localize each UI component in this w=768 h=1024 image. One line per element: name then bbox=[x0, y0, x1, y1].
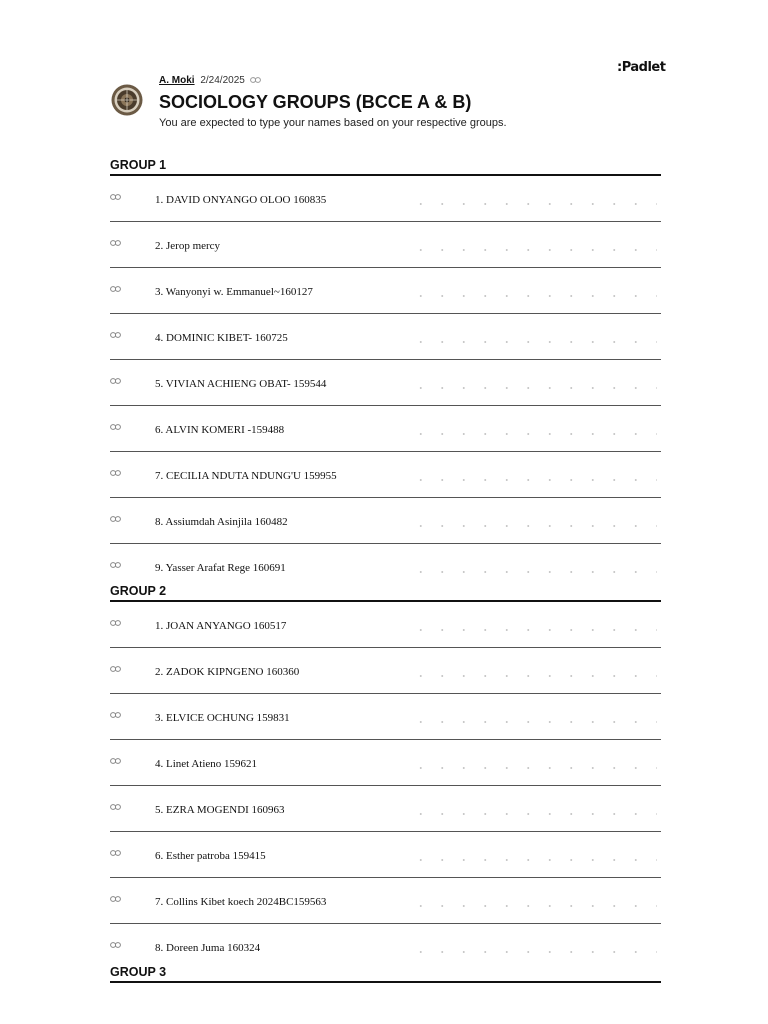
post-row[interactable] bbox=[110, 878, 661, 924]
post-row[interactable] bbox=[110, 452, 661, 498]
post-text: 8. Assiumdah Asinjila 160482 bbox=[155, 516, 288, 528]
post-text: 8. Doreen Juma 160324 bbox=[155, 942, 261, 954]
post-text: 3. Wanyonyi w. Emmanuel~160127 bbox=[155, 286, 313, 298]
link-icon bbox=[110, 850, 121, 856]
post-text: 4. Linet Atieno 159621 bbox=[155, 758, 258, 770]
post-row[interactable] bbox=[110, 832, 661, 878]
post-text: 5. EZRA MOGENDI 160963 bbox=[155, 804, 285, 816]
section-group-1 bbox=[110, 157, 661, 589]
board-description: You are expected to type your names based on your respective groups. bbox=[159, 117, 507, 129]
link-icon bbox=[110, 804, 121, 810]
dot-leader bbox=[410, 813, 657, 815]
dot-leader bbox=[410, 767, 657, 769]
link-icon bbox=[110, 516, 121, 522]
dot-leader bbox=[410, 433, 657, 435]
dot-leader bbox=[410, 905, 657, 907]
link-icon bbox=[110, 942, 121, 948]
dot-leader bbox=[410, 675, 657, 677]
link-icon bbox=[110, 332, 121, 338]
post-text: 1. DAVID ONYANGO OLOO 160835 bbox=[155, 194, 327, 206]
padlet-logo: :Padlet bbox=[617, 60, 666, 75]
dot-leader bbox=[410, 295, 657, 297]
post-row[interactable] bbox=[110, 648, 661, 694]
post-row[interactable] bbox=[110, 406, 661, 452]
board-title: SOCIOLOGY GROUPS (BCCE A & B) bbox=[159, 92, 472, 112]
post-row[interactable] bbox=[110, 786, 661, 832]
post-text: 5. VIVIAN ACHIENG OBAT- 159544 bbox=[155, 378, 327, 390]
dot-leader bbox=[410, 629, 657, 631]
post-text: 6. Esther patroba 159415 bbox=[155, 850, 266, 862]
link-icon bbox=[110, 424, 121, 430]
dot-leader bbox=[410, 203, 657, 205]
post-row[interactable] bbox=[110, 314, 661, 360]
author-avatar[interactable] bbox=[111, 84, 143, 116]
link-icon bbox=[250, 77, 261, 83]
post-row[interactable] bbox=[110, 694, 661, 740]
link-icon bbox=[110, 240, 121, 246]
dot-leader bbox=[410, 571, 657, 573]
dot-leader bbox=[410, 525, 657, 527]
dot-leader bbox=[410, 387, 657, 389]
author-name[interactable]: A. Moki bbox=[159, 75, 195, 86]
link-icon bbox=[110, 666, 121, 672]
section-title: GROUP 1 bbox=[110, 157, 661, 176]
post-text: 9. Yasser Arafat Rege 160691 bbox=[155, 562, 286, 574]
post-text: 3. ELVICE OCHUNG 159831 bbox=[155, 712, 290, 724]
post-date: 2/24/2025 bbox=[200, 75, 245, 86]
post-row[interactable] bbox=[110, 602, 661, 648]
post-text: 2. ZADOK KIPNGENO 160360 bbox=[155, 666, 300, 678]
link-icon bbox=[110, 194, 121, 200]
dot-leader bbox=[410, 859, 657, 861]
link-icon bbox=[110, 712, 121, 718]
dot-leader bbox=[410, 341, 657, 343]
dot-leader bbox=[410, 951, 657, 953]
link-icon bbox=[110, 620, 121, 626]
post-row[interactable] bbox=[110, 176, 661, 222]
post-row[interactable] bbox=[110, 360, 661, 406]
dot-leader bbox=[410, 721, 657, 723]
post-row[interactable] bbox=[110, 924, 661, 969]
post-row[interactable] bbox=[110, 498, 661, 544]
post-row[interactable] bbox=[110, 222, 661, 268]
link-icon bbox=[110, 470, 121, 476]
post-text: 1. JOAN ANYANGO 160517 bbox=[155, 620, 287, 632]
section-title: GROUP 3 bbox=[110, 964, 661, 983]
post-row[interactable] bbox=[110, 268, 661, 314]
link-icon bbox=[110, 758, 121, 764]
section-group-3 bbox=[110, 964, 661, 983]
post-text: 6. ALVIN KOMERI -159488 bbox=[155, 424, 285, 436]
section-title: GROUP 2 bbox=[110, 583, 661, 602]
link-icon bbox=[110, 562, 121, 568]
post-text: 4. DOMINIC KIBET- 160725 bbox=[155, 332, 288, 344]
dot-leader bbox=[410, 479, 657, 481]
post-text: 2. Jerop mercy bbox=[155, 240, 221, 252]
link-icon bbox=[110, 378, 121, 384]
post-row[interactable] bbox=[110, 740, 661, 786]
section-group-2 bbox=[110, 583, 661, 969]
link-icon bbox=[110, 896, 121, 902]
post-text: 7. Collins Kibet koech 2024BC159563 bbox=[155, 896, 327, 908]
post-text: 7. CECILIA NDUTA NDUNG'U 159955 bbox=[155, 470, 337, 482]
dot-leader bbox=[410, 249, 657, 251]
post-meta bbox=[159, 75, 261, 86]
link-icon bbox=[110, 286, 121, 292]
